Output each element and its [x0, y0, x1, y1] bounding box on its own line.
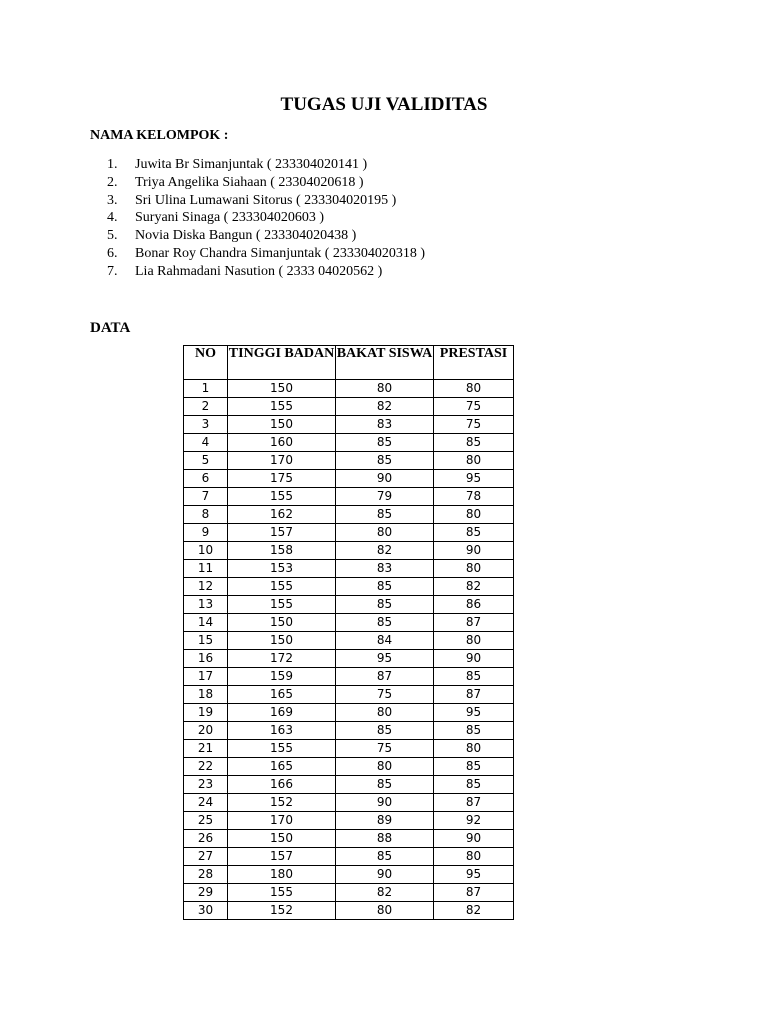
table-cell: 162 — [228, 506, 336, 524]
table-cell: 78 — [434, 488, 514, 506]
table-cell: 90 — [336, 866, 434, 884]
table-row — [184, 452, 514, 470]
table-cell: 87 — [434, 686, 514, 704]
table-cell: 82 — [434, 902, 514, 920]
list-number: 1. — [107, 157, 118, 172]
table-body — [184, 380, 514, 920]
table-row — [184, 686, 514, 704]
table-cell: 11 — [184, 560, 228, 578]
table-cell: 155 — [228, 398, 336, 416]
table-cell: 84 — [336, 632, 434, 650]
table-cell: 166 — [228, 776, 336, 794]
table-cell: 172 — [228, 650, 336, 668]
table-cell: 90 — [336, 794, 434, 812]
table-cell: 150 — [228, 830, 336, 848]
table-cell: 13 — [184, 596, 228, 614]
table-cell: 22 — [184, 758, 228, 776]
table-cell: 155 — [228, 884, 336, 902]
table-cell: 85 — [336, 452, 434, 470]
table-cell: 2 — [184, 398, 228, 416]
table-cell: 75 — [434, 416, 514, 434]
table-cell: 75 — [336, 686, 434, 704]
table-cell: 155 — [228, 740, 336, 758]
table-cell: 159 — [228, 668, 336, 686]
table-cell: 85 — [336, 434, 434, 452]
list-item — [107, 263, 425, 281]
list-number: 7. — [107, 263, 118, 279]
table-cell: 12 — [184, 578, 228, 596]
table-cell: 28 — [184, 866, 228, 884]
table-row — [184, 758, 514, 776]
member-name: Triya Angelika Siahaan ( 23304020618 ) — [135, 174, 364, 190]
table-cell: 82 — [336, 398, 434, 416]
table-cell: 3 — [184, 416, 228, 434]
table-cell: 160 — [228, 434, 336, 452]
header-prestasi: PRESTASI — [434, 346, 514, 380]
list-item — [107, 227, 425, 245]
table-cell: 80 — [434, 632, 514, 650]
table-cell: 85 — [434, 524, 514, 542]
table-cell: 152 — [228, 794, 336, 812]
list-number: 4. — [107, 210, 118, 226]
table-cell: 24 — [184, 794, 228, 812]
table-row — [184, 470, 514, 488]
table-cell: 4 — [184, 434, 228, 452]
table-cell: 87 — [434, 614, 514, 632]
table-cell: 82 — [336, 884, 434, 902]
header-tinggi-badan: TINGGI BADAN — [228, 346, 336, 380]
table-row — [184, 776, 514, 794]
table-cell: 82 — [434, 578, 514, 596]
table-cell: 7 — [184, 488, 228, 506]
group-label: NAMA KELOMPOK : — [90, 128, 229, 143]
table-cell: 6 — [184, 470, 228, 488]
table-row — [184, 866, 514, 884]
table-cell: 155 — [228, 488, 336, 506]
table-cell: 157 — [228, 524, 336, 542]
table-cell: 83 — [336, 416, 434, 434]
table-cell: 75 — [434, 398, 514, 416]
table-cell: 150 — [228, 614, 336, 632]
table-row — [184, 812, 514, 830]
table-cell: 165 — [228, 686, 336, 704]
table-cell: 87 — [434, 884, 514, 902]
table-cell: 158 — [228, 542, 336, 560]
data-label: DATA — [90, 320, 131, 336]
table-cell: 85 — [336, 614, 434, 632]
table-cell: 20 — [184, 722, 228, 740]
table-cell: 87 — [336, 668, 434, 686]
table-cell: 165 — [228, 758, 336, 776]
table-cell: 95 — [336, 650, 434, 668]
table-row — [184, 596, 514, 614]
table-row — [184, 614, 514, 632]
table-cell: 80 — [336, 380, 434, 398]
table-cell: 9 — [184, 524, 228, 542]
table-cell: 19 — [184, 704, 228, 722]
table-row — [184, 506, 514, 524]
list-item — [107, 174, 425, 192]
table-cell: 85 — [434, 776, 514, 794]
table-row — [184, 380, 514, 398]
table-header-row — [184, 346, 514, 380]
table-cell: 85 — [434, 434, 514, 452]
table-row — [184, 632, 514, 650]
table-cell: 27 — [184, 848, 228, 866]
table-cell: 152 — [228, 902, 336, 920]
table-cell: 80 — [336, 524, 434, 542]
table-cell: 1 — [184, 380, 228, 398]
table-cell: 10 — [184, 542, 228, 560]
table-cell: 163 — [228, 722, 336, 740]
table-cell: 95 — [434, 470, 514, 488]
table-cell: 5 — [184, 452, 228, 470]
table-row — [184, 722, 514, 740]
table-cell: 80 — [434, 740, 514, 758]
table-cell: 85 — [336, 722, 434, 740]
table-cell: 83 — [336, 560, 434, 578]
table-cell: 25 — [184, 812, 228, 830]
table-cell: 85 — [434, 758, 514, 776]
table-row — [184, 560, 514, 578]
list-number: 3. — [107, 192, 118, 208]
table-row — [184, 848, 514, 866]
table-row — [184, 488, 514, 506]
table-cell: 170 — [228, 452, 336, 470]
table-cell: 80 — [336, 902, 434, 920]
table-row — [184, 830, 514, 848]
table-cell: 21 — [184, 740, 228, 758]
table-cell: 180 — [228, 866, 336, 884]
table-cell: 157 — [228, 848, 336, 866]
table-cell: 86 — [434, 596, 514, 614]
list-item — [107, 209, 425, 227]
table-cell: 90 — [434, 830, 514, 848]
table-cell: 80 — [434, 506, 514, 524]
table-cell: 85 — [434, 668, 514, 686]
table-cell: 15 — [184, 632, 228, 650]
table-cell: 89 — [336, 812, 434, 830]
table-cell: 170 — [228, 812, 336, 830]
table-cell: 80 — [336, 704, 434, 722]
table-cell: 14 — [184, 614, 228, 632]
table-cell: 85 — [336, 848, 434, 866]
header-bakat-siswa: BAKAT SISWA — [336, 346, 434, 380]
table-cell: 8 — [184, 506, 228, 524]
header-no: NO — [184, 346, 228, 380]
table-cell: 150 — [228, 380, 336, 398]
table-row — [184, 884, 514, 902]
table-cell: 90 — [336, 470, 434, 488]
page-title: TUGAS UJI VALIDITAS — [280, 94, 488, 115]
member-list — [107, 156, 425, 281]
table-cell: 18 — [184, 686, 228, 704]
table-cell: 150 — [228, 632, 336, 650]
table-cell: 90 — [434, 650, 514, 668]
table-row — [184, 398, 514, 416]
table-cell: 88 — [336, 830, 434, 848]
table-cell: 85 — [336, 578, 434, 596]
member-name: Lia Rahmadani Nasution ( 2333 04020562 ) — [135, 263, 383, 279]
list-item — [107, 192, 425, 210]
table-cell: 23 — [184, 776, 228, 794]
table-cell: 85 — [336, 506, 434, 524]
list-item — [107, 156, 425, 174]
table-row — [184, 542, 514, 560]
table-cell: 95 — [434, 704, 514, 722]
table-cell: 26 — [184, 830, 228, 848]
data-table — [183, 345, 514, 920]
list-number: 5. — [107, 228, 118, 244]
table-row — [184, 578, 514, 596]
table-cell: 29 — [184, 884, 228, 902]
table-cell: 80 — [434, 848, 514, 866]
table-cell: 85 — [336, 776, 434, 794]
table-row — [184, 650, 514, 668]
table-row — [184, 416, 514, 434]
table-cell: 30 — [184, 902, 228, 920]
table-cell: 155 — [228, 596, 336, 614]
table-cell: 80 — [434, 380, 514, 398]
table-cell: 16 — [184, 650, 228, 668]
table-row — [184, 524, 514, 542]
table-cell: 17 — [184, 668, 228, 686]
table-row — [184, 668, 514, 686]
table-cell: 153 — [228, 560, 336, 578]
table-cell: 79 — [336, 488, 434, 506]
table-cell: 95 — [434, 866, 514, 884]
table-cell: 80 — [434, 560, 514, 578]
table-cell: 85 — [434, 722, 514, 740]
table-cell: 155 — [228, 578, 336, 596]
table-cell: 80 — [434, 452, 514, 470]
table-cell: 80 — [336, 758, 434, 776]
table-cell: 150 — [228, 416, 336, 434]
table-cell: 85 — [336, 596, 434, 614]
list-number: 6. — [107, 245, 118, 261]
table-cell: 92 — [434, 812, 514, 830]
table-row — [184, 434, 514, 452]
table-cell: 75 — [336, 740, 434, 758]
table-row — [184, 740, 514, 758]
member-name: Sri Ulina Lumawani Sitorus ( 233304020195 ) — [135, 192, 397, 208]
table-row — [184, 704, 514, 722]
table-cell: 87 — [434, 794, 514, 812]
list-number: 2. — [107, 174, 118, 190]
table-cell: 169 — [228, 704, 336, 722]
table-row — [184, 902, 514, 920]
table-cell: 175 — [228, 470, 336, 488]
member-name: Suryani Sinaga ( 233304020603 ) — [135, 210, 324, 226]
table-cell: 90 — [434, 542, 514, 560]
table-cell: 82 — [336, 542, 434, 560]
member-name: Novia Diska Bangun ( 233304020438 ) — [135, 228, 357, 244]
member-name: Juwita Br Simanjuntak ( 233304020141 ) — [135, 157, 368, 172]
member-name: Bonar Roy Chandra Simanjuntak ( 233304020318 ) — [135, 245, 426, 261]
table-row — [184, 794, 514, 812]
list-item — [107, 245, 425, 263]
